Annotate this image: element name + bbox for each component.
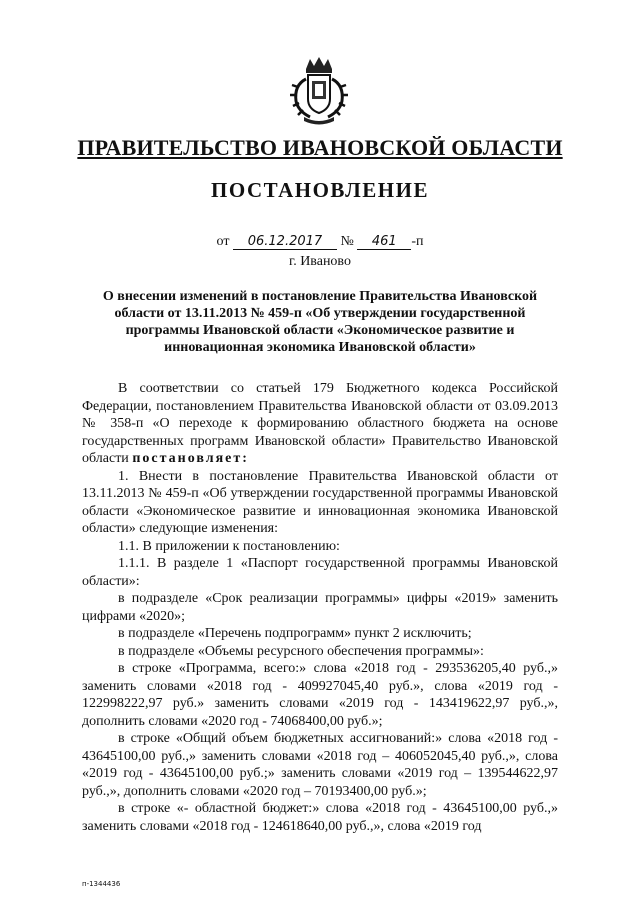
number-suffix: -п: [411, 234, 424, 249]
coat-of-arms-emblem: [288, 55, 350, 127]
paragraph-budget-total: в строке «Общий объем бюджетных ассигнований:» слова «2018 год - 43645100,00 руб.,» заменить словами «2018 год – 406052045,40 руб.,», слова «2019 год - 43645100,00 руб.;» заменить словами «2019 год – 139544622,97 руб.,», дополнить словами «2020 год – 70193400,00 руб.»;: [82, 731, 558, 799]
resolves-emphasis: постановляет:: [132, 451, 249, 466]
organization-heading: ПРАВИТЕЛЬСТВО ИВАНОВСКОЙ ОБЛАСТИ: [77, 135, 563, 160]
paragraph-resources: в подразделе «Объемы ресурсного обеспечения программы»:: [118, 643, 484, 659]
paragraph-1-1-1: 1.1.1. В разделе 1 «Паспорт государственной программы Ивановской области»:: [82, 556, 558, 589]
paragraph-program-total: в строке «Программа, всего:» слова «2018 год - 293536205,40 руб.,» заменить словами «2018 год - 409927045,40 руб.», слова «2019 год - 122998222,97 руб.» заменить словами «2019 год - 143419622,97 руб.,», дополнить словами «2020 год - 74068400,00 руб.»;: [82, 661, 558, 729]
paragraph-preamble: [82, 380, 558, 468]
city-line: г. Иваново: [289, 254, 351, 269]
handwritten-number: 461: [357, 234, 411, 250]
footer-code: п-1344436: [82, 880, 121, 888]
document-body: [82, 380, 558, 835]
date-prefix: от: [216, 234, 230, 249]
preamble-text: В соответствии со статьей 179 Бюджетного кодекса Российской Федерации, постановлением Правительства Ивановской области от 03.09.2013 № 358-п «О переходе к формированию областного бюджета на основе государственных программ Ивановской области» Правительство Ивановской области: [82, 381, 558, 466]
paragraph-term: в подразделе «Срок реализации программы» цифры «2019» заменить цифрами «2020»;: [82, 591, 558, 624]
paragraph-subprograms: в подразделе «Перечень подпрограмм» пункт 2 исключить;: [118, 626, 472, 641]
document-title: О внесении изменений в постановление Правительства Ивановской области от 13.11.2013 № 459-п «Об утверждении государственной программы Ивановской области «Экономическое развитие и инновационная экономика Ивановской области»: [102, 289, 538, 355]
paragraph-1-1: 1.1. В приложении к постановлению:: [118, 538, 340, 554]
number-prefix: №: [340, 234, 354, 249]
handwritten-date: 06.12.2017: [233, 234, 337, 250]
date-number-line: [0, 234, 640, 250]
paragraph-regional-budget: в строке «- областной бюджет:» слова «2018 год - 43645100,00 руб.,» заменить словами «2018 год - 124618640,00 руб.,», слова «2019 год: [82, 801, 558, 834]
document-type-heading: ПОСТАНОВЛЕНИЕ: [211, 178, 429, 202]
paragraph-1: 1. Внести в постановление Правительства Ивановской области от 13.11.2013 № 459-п «Об утверждении государственной программы Ивановской области «Экономическое развитие и инновационная экономика Ивановской области» следующие изменения:: [82, 468, 558, 536]
